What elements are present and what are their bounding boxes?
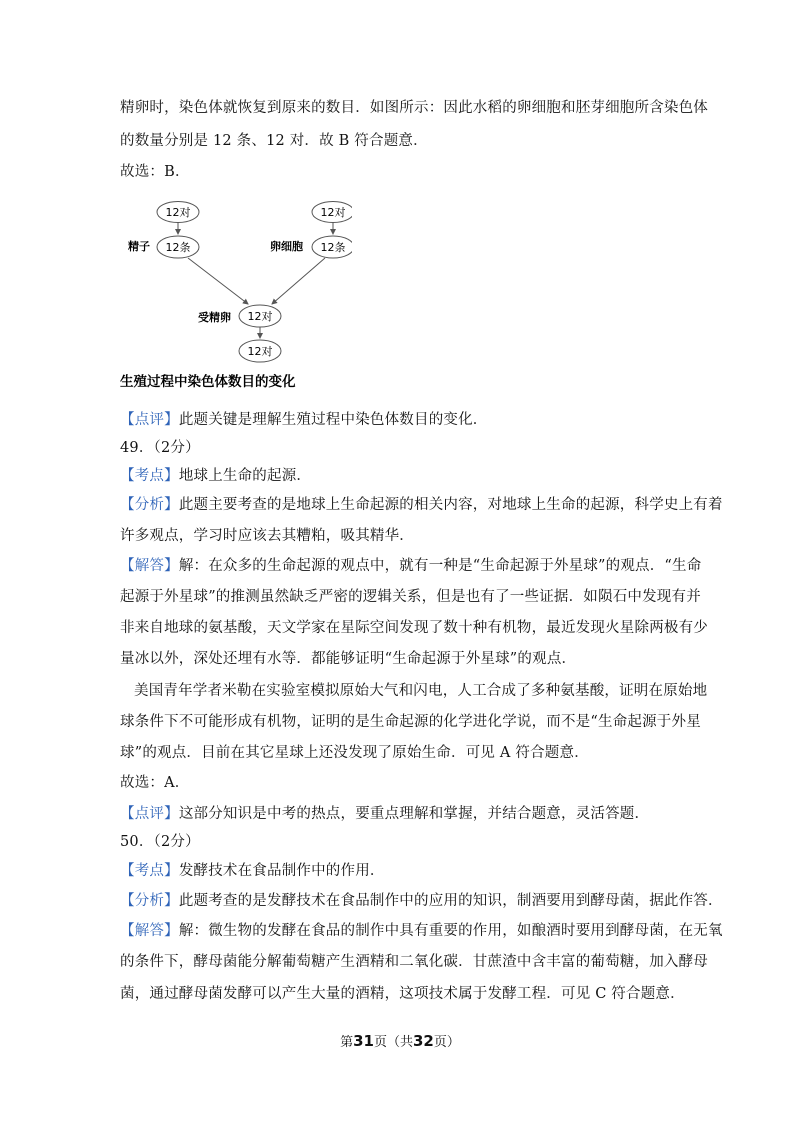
paragraph-line: 量冰以外，深处还埋有水等．都能够证明“生命起源于外星球”的观点． xyxy=(120,651,577,667)
paragraph-line: 的条件下，酵母菌能分解葡萄糖产生酒精和二氧化碳．甘蔗渣中含丰富的葡萄糖，加入酵母 xyxy=(120,954,708,970)
review-text: 此题关键是理解生殖过程中染色体数目的变化． xyxy=(178,412,488,428)
svg-text:12对: 12对 xyxy=(247,345,273,358)
page-footer xyxy=(0,1031,800,1050)
paragraph-line: 精卵时，染色体就恢复到原来的数目．如图所示：因此水稻的卵细胞和胚芽细胞所含染色体 xyxy=(120,100,708,116)
footer-suffix: 页） xyxy=(433,1035,460,1050)
question-number: 50．（2分） xyxy=(120,834,200,850)
arrow xyxy=(272,258,325,304)
paragraph-line: 美国青年学者米勒在实验室模拟原始大气和闪电，人工合成了多种氨基酸，证明在原始地 xyxy=(134,683,708,699)
paragraph-line: 非来自地球的氨基酸，天文学家在星际空间发现了数十种有机物，最近发现火星除两极有少 xyxy=(120,620,708,636)
label-egg: 卵细胞 xyxy=(270,240,303,253)
point-text: 地球上生命的起源． xyxy=(178,468,312,484)
paragraph-line: 许多观点，学习时应该去其糟粕，吸其精华． xyxy=(120,528,414,544)
page-number: 31 xyxy=(353,1032,374,1050)
svg-text:12对: 12对 xyxy=(320,206,346,219)
review-tag: 【点评】 xyxy=(120,806,179,822)
point-tag: 【考点】 xyxy=(120,863,179,879)
answer-choice: 故选：B． xyxy=(120,164,190,180)
point-text: 发酵技术在食品制作中的作用． xyxy=(178,863,385,879)
analysis-text: 此题主要考查的是地球上生命起源的相关内容，对地球上生命的起源，科学史上有着 xyxy=(178,497,723,513)
point-line xyxy=(120,861,385,881)
question-number: 49．（2分） xyxy=(120,440,200,456)
answer-tag: 【解答】 xyxy=(120,558,179,574)
answer-tag: 【解答】 xyxy=(120,923,179,939)
answer-line xyxy=(120,556,701,576)
page-total: 32 xyxy=(413,1032,434,1050)
analysis-tag: 【分析】 xyxy=(120,497,179,513)
svg-text:12对: 12对 xyxy=(165,206,191,219)
analysis-tag: 【分析】 xyxy=(120,893,179,909)
answer-text: 解：微生物的发酵在食品的制作中具有重要的作用，如酿酒时要用到酵母菌，在无氧 xyxy=(178,923,723,939)
paragraph-line: 球”的观点．目前在其它星球上还没发现了原始生命．可见 A 符合题意． xyxy=(120,745,589,761)
node-egg xyxy=(312,236,352,258)
answer-line xyxy=(120,921,723,941)
node-zygote xyxy=(239,305,281,327)
review-text: 这部分知识是中考的热点，要重点理解和掌握，并结合题意，灵活答题． xyxy=(178,806,650,822)
footer-middle: 页（共 xyxy=(373,1035,413,1050)
review-tag: 【点评】 xyxy=(120,412,179,428)
footer-prefix: 第 xyxy=(340,1035,354,1050)
paragraph-line: 球条件下不可能形成有机物，证明的是生命起源的化学进化学说，而不是“生命起源于外星 xyxy=(120,714,701,730)
analysis-text: 此题考查的是发酵技术在食品制作中的应用的知识，制酒要用到酵母菌，据此作答． xyxy=(178,893,723,909)
svg-text:12条: 12条 xyxy=(165,241,191,254)
paragraph-line: 菌，通过酵母菌发酵可以产生大量的酒精，这项技术属于发酵工程．可见 C 符合题意． xyxy=(120,986,685,1002)
point-tag: 【考点】 xyxy=(120,468,179,484)
point-line xyxy=(120,466,311,486)
chromosome-diagram xyxy=(120,196,352,392)
answer-text: 解：在众多的生命起源的观点中，就有一种是“生命起源于外星球”的观点．“生命 xyxy=(178,558,702,574)
label-sperm: 精子 xyxy=(128,240,150,253)
node-bottom xyxy=(239,340,281,362)
diagram-caption: 生殖过程中染色体数目的变化 xyxy=(120,374,296,390)
node-top-right xyxy=(312,202,352,223)
svg-text:12对: 12对 xyxy=(247,310,273,323)
label-zygote: 受精卵 xyxy=(198,311,231,324)
svg-text:12条: 12条 xyxy=(320,241,346,254)
paragraph-line: 起源于外星球”的推测虽然缺乏严密的逻辑关系，但是也有了一些证据．如陨石中发现有并 xyxy=(120,589,701,605)
review-line xyxy=(120,804,649,824)
review-line xyxy=(120,410,488,430)
analysis-line xyxy=(120,891,723,911)
node-top-left xyxy=(157,202,199,223)
arrow xyxy=(188,258,248,304)
answer-choice: 故选：A． xyxy=(120,775,190,791)
node-sperm xyxy=(157,236,199,258)
analysis-line xyxy=(120,495,723,515)
paragraph-line: 的数量分别是 12 条、12 对．故 B 符合题意． xyxy=(120,133,428,149)
